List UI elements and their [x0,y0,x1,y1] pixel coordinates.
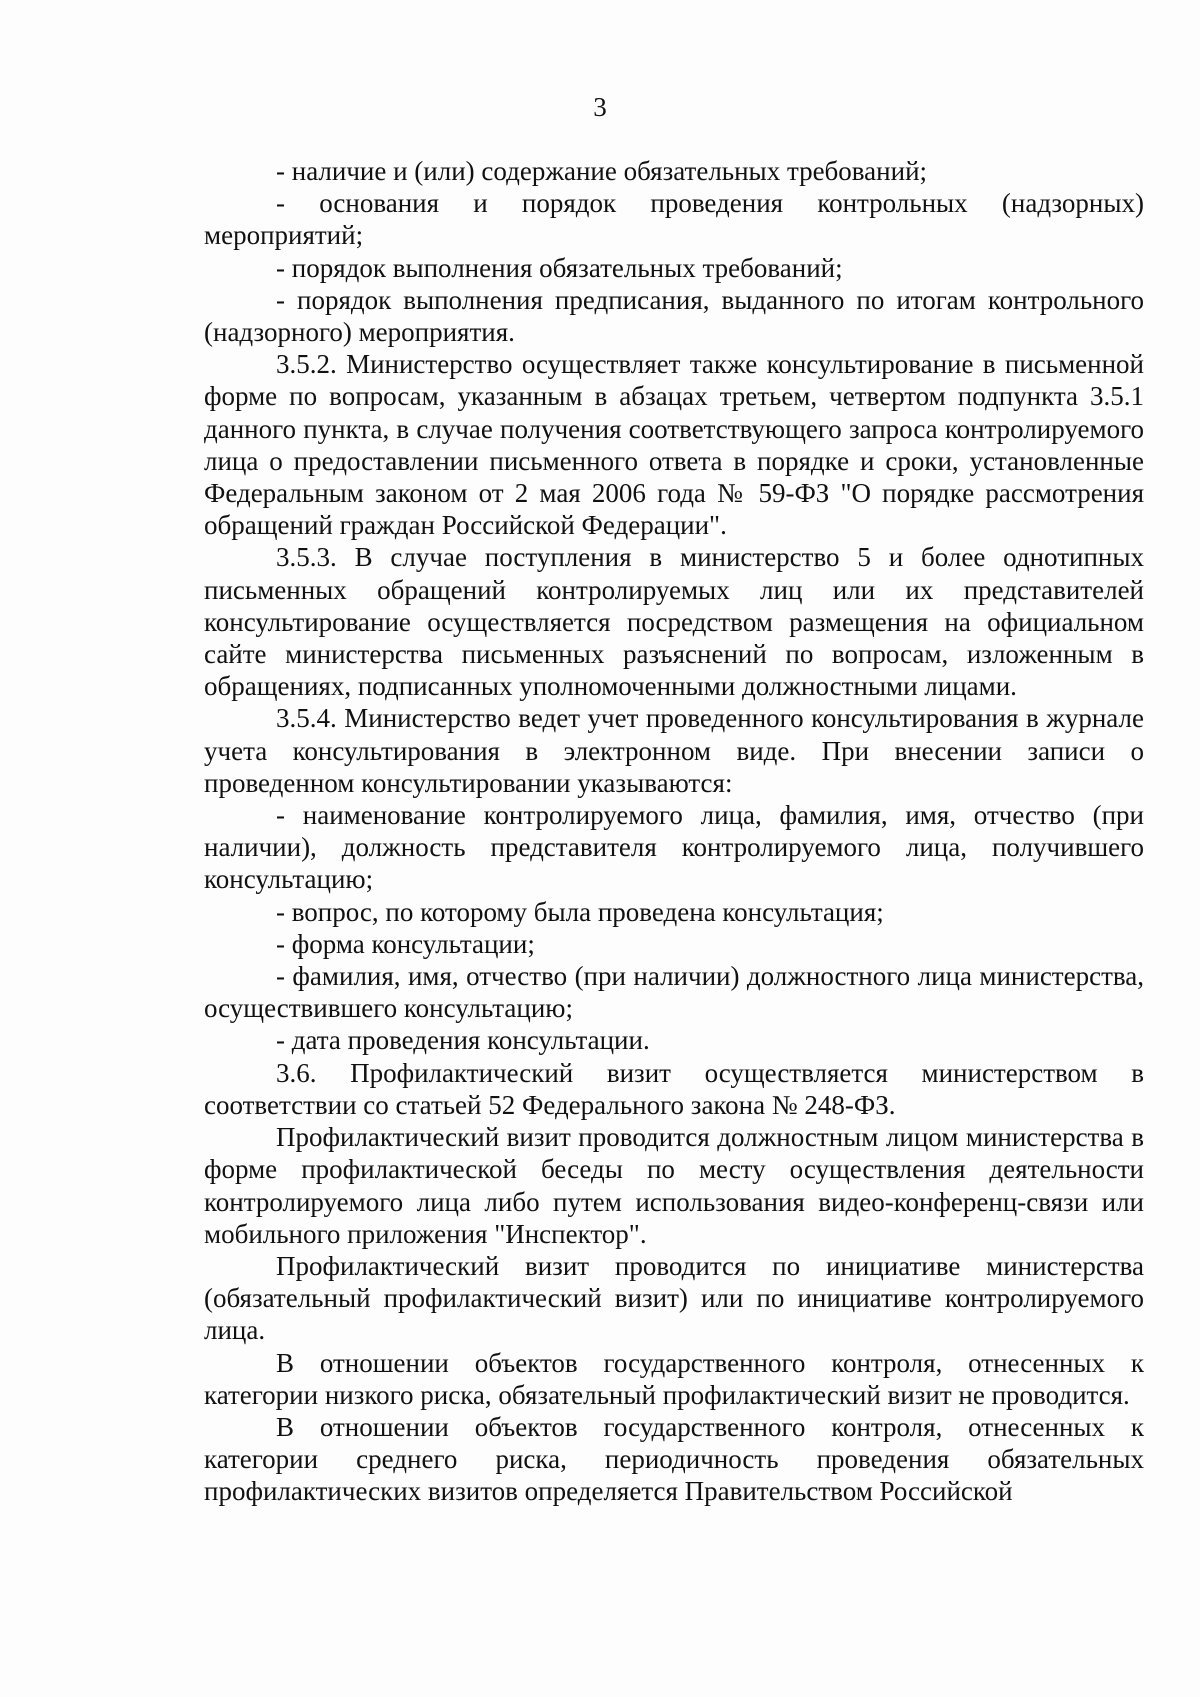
paragraph: В отношении объектов государственного контроля, отнесенных к категории низкого риска, обязательный профилактический визит не проводится. [204,1347,1144,1410]
list-item: - дата проведения консультации. [276,1025,650,1056]
page-number: 3 [593,92,607,122]
clause-3-5-2: 3.5.2. Министерство осуществляет также консультирование в письменной форме по вопросам, указанным в абзацах третьем, четвертом подпункта 3.5.1 данного пункта, в случае получения соответствующего запроса контролируемого лица о предоставлении письменного ответа в порядке и сроки, установленные Федеральным законом от 2 мая 2006 года № 59-ФЗ "О порядке рассмотрения обращений граждан Российской Федерации". [204,349,1144,541]
clause-3-5-3: 3.5.3. В случае поступления в министерство 5 и более однотипных письменных обращений контролируемых лиц или их представителей консультирование осуществляется посредством размещения на официальном сайте министерства письменных разъяснений по вопросам, изложенным в обращениях, подписанных уполномоченными должностными лицами. [204,542,1144,702]
list-item: - форма консультации; [276,928,535,959]
clause-3-5-4: 3.5.4. Министерство ведет учет проведенного консультирования в журнале учета консультирования в электронном виде. При внесении записи о проведенном консультировании указываются: [204,703,1144,798]
paragraph: Профилактический визит проводится по инициативе министерства (обязательный профилактический визит) или по инициативе контролируемого лица. [204,1250,1144,1346]
list-item: - наличие и (или) содержание обязательных требований; [276,156,928,186]
list-item: - порядок выполнения предписания, выданного по итогам контрольного (надзорного) мероприятия. [204,284,1144,348]
list-item: - вопрос, по которому была проведена консультация; [276,896,884,927]
list-item: - порядок выполнения обязательных требований; [276,252,843,283]
list-item: - наименование контролируемого лица, фамилия, имя, отчество (при наличии), должность представителя контролируемого лица, получившего консультацию; [204,800,1144,895]
list-item: - основания и порядок проведения контрольных (надзорных) мероприятий; [204,188,1144,251]
paragraph: В отношении объектов государственного контроля, отнесенных к категории среднего риска, периодичность проведения обязательных профилактических визитов определяется Правительством Российской [204,1411,1144,1507]
list-item: - фамилия, имя, отчество (при наличии) должностного лица министерства, осуществившего консультацию; [204,961,1144,1024]
paragraph: Профилактический визит проводится должностным лицом министерства в форме профилактической беседы по месту осуществления деятельности контролируемого лица либо путем использования видео-конференц-связи или мобильного приложения "Инспектор". [204,1122,1144,1249]
document-body [204,155,1144,1508]
clause-3-6: 3.6. Профилактический визит осуществляется министерством в соответствии со статьей 52 Федерального закона № 248-ФЗ. [204,1057,1144,1120]
